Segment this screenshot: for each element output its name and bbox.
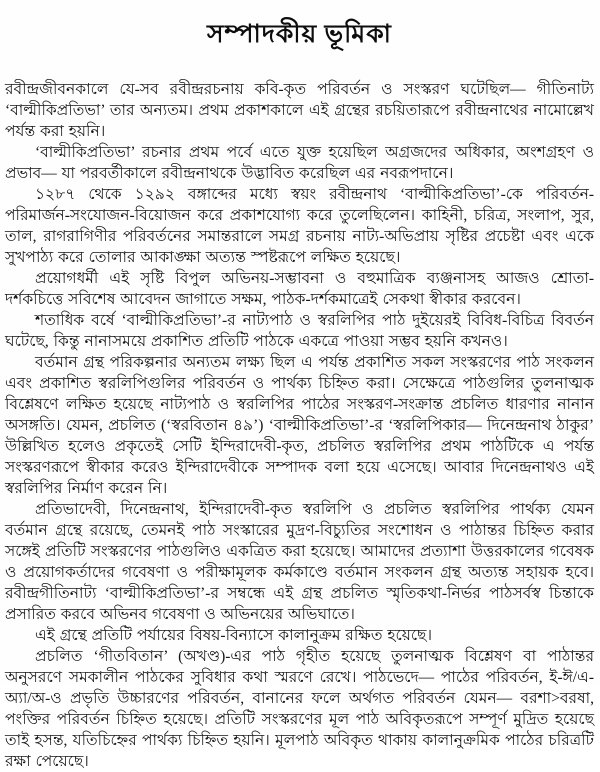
paragraph: ‘বাল্মীকিপ্রতিভা’ রচনার প্রথম পর্বে এতে যুক্ত হয়েছিল অগ্রজদের অধিকার, অংশগ্রহণ ও প্রভাব— যা পরবর্তীকালে রবীন্দ্রনাথকে উদ্ভাবিত করেছিল এর নবরূপদানে। (5, 144, 594, 182)
paragraph: বর্তমান গ্রন্থ পরিকল্পনার অন্যতম লক্ষ্য ছিল এ পর্যন্ত প্রকাশিত সকল সংস্করণের পাঠ সংকলন এবং প্রকাশিত স্বরলিপিগুলির পরিবর্তন ও পার্থক্য চিহ্নিত করা। সেক্ষেত্রে পাঠগুলির তুলনাত্মক বিশ্লেষণে লক্ষিত হয়েছে নাট্যপাঠ ও স্বরলিপির পাঠের সংস্করণ-সংক্রান্ত প্রচলিত ধারণার নানান অসঙ্গতি। যেমন, প্রচলিত (‘স্বরবিতান ৪৯’) ‘বাল্মীকিপ্রতিভা’-র ‘স্বরলিপিকার— দিনেন্দ্রনাথ ঠাকুর’ উল্লিখিত হলেও প্রকৃতেই সেটি ইন্দিরাদেবী-কৃত, প্রচলিত স্বরলিপির প্রথম পাঠটিকে এ পর্যন্ত সংস্করণরূপে স্বীকার করেও ইন্দিরাদেবীকে সম্পাদক বলা হয়ে এসেছে। আবার দিনেন্দ্রনাথও এই স্বরলিপির নির্মাণ করেন নি। (5, 354, 594, 497)
page-title: সম্পাদকীয় ভূমিকা (207, 21, 392, 48)
body-text (5, 79, 594, 772)
paragraph: রবীন্দ্রজীবনকালে যে-সব রবীন্দ্ররচনায় কবি-কৃত পরিবর্তন ও সংস্করণ ঘটেছিল— গীতিনাট্য ‘বাল্মীকিপ্রতিভা’ তার অন্যতম। প্রথম প্রকাশকালে এই গ্রন্থের রচয়িতারূপে রবীন্দ্রনাথের নামোল্লেখ পর্যন্ত করা হয়নি। (5, 81, 594, 140)
paragraph: শতাধিক বর্ষে ‘বাল্মীকিপ্রতিভা’-র নাট্যপাঠ ও স্বরলিপির পাঠ দুইয়েরই বিবিধ-বিচিত্র বিবর্তন ঘটেছে, কিন্তু নানাসময়ে প্রকাশিত প্রতিটি পাঠকে একত্রে পাওয়া সম্ভব হয়নি কখনও। (5, 312, 594, 350)
paragraph: প্রচলিত ‘গীতবিতান’ (অখণ্ড)-এর পাঠ গৃহীত হয়েছে তুলনাত্মক বিশ্লেষণ বা পাঠান্তর অনুসরণে সমকালীন পাঠকের সুবিধার কথা স্মরণে রেখে। পাঠভেদে— পাঠের পরিবর্তন, ই-ঈ/এ-অ্যা/অ-ও প্রভৃতি উচ্চারণের পরিবর্তন, বানানের ফলে অর্থগত পরিবর্তন যেমন— বরশা>বরষা, পংক্তির পরিবর্তন চিহ্নিত হয়েছে। প্রতিটি সংস্করণের মূল পাঠ অবিকৃতরূপে সম্পূর্ণ মুদ্রিত হয়েছে তাই হসন্ত, যতিচিহ্নের পার্থক্য চিহ্নিত হয়নি। মূলপাঠ অবিকৃত থাকায় কালানুক্রমিক পাঠের চরিত্রটি রক্ষা পেয়েছে। (5, 648, 594, 770)
paragraph: প্রতিভাদেবী, দিনেন্দ্রনাথ, ইন্দিরাদেবী-কৃত স্বরলিপি ও প্রচলিত স্বরলিপির পার্থক্য যেমন বর্তমান গ্রন্থে রয়েছে, তেমনই পাঠ সংস্কারের মুদ্রণ-বিচ্যুতির সংশোধন ও পাঠান্তর চিহ্নিত করার সঙ্গেই প্রতিটি সংস্করণের পাঠগুলিও একত্রিত করা হয়েছে। আমাদের প্রত্যাশা উত্তরকালের গবেষক ও প্রয়োগকর্তাদের গবেষণা ও পরীক্ষামূলক কর্মকাণ্ডে বর্তমান সংকলন গ্রন্থ অত্যন্ত সহায়ক হবে। রবীন্দ্রগীতিনাট্য ‘বাল্মীকিপ্রতিভা’-র সম্বন্ধে এই গ্রন্থ প্রচলিত স্মৃতিকথা-নির্ভর পাঠসর্বস্ব চিন্তাকে প্রসারিত করবে অভিনব গবেষণা ও অভিনয়ের অভিঘাতে। (5, 501, 594, 623)
paragraph: প্রয়োগধর্মী এই সৃষ্টি বিপুল অভিনয়-সম্ভাবনা ও বহুমাত্রিক ব্যঞ্জনাসহ আজও শ্রোতা-দর্শকচিত্তে সবিশেষ আবেদন জাগাতে সক্ষম, পাঠক-দর্শকমাত্রেই সেকথা স্বীকার করবেন। (5, 270, 594, 308)
paragraph: এই গ্রন্থে প্রতিটি পর্যায়ের বিষয়-বিন্যাসে কালানুক্রম রক্ষিত হয়েছে। (35, 627, 432, 644)
paragraph: ১২৮৭ থেকে ১২৯২ বঙ্গাব্দের মধ্যে স্বয়ং রবীন্দ্রনাথ ‘বাল্মীকিপ্রতিভা’-কে পরিবর্তন-পরিমার্জন-সংযোজন-বিয়োজন করে প্রকাশযোগ্য করে তুলেছিলেন। কাহিনী, চরিত্র, সংলাপ, সুর, তাল, রাগরাগিণীর পরিবর্তনের সমান্তরালে সমগ্র রচনায় নাট্য-অভিপ্রায় সৃষ্টির প্রচেষ্টা এবং একে সুখপাঠ্য করে তোলার আকাঙ্ক্ষা অত্যন্ত স্পষ্টরূপে লক্ষিত হয়েছে। (5, 186, 594, 266)
